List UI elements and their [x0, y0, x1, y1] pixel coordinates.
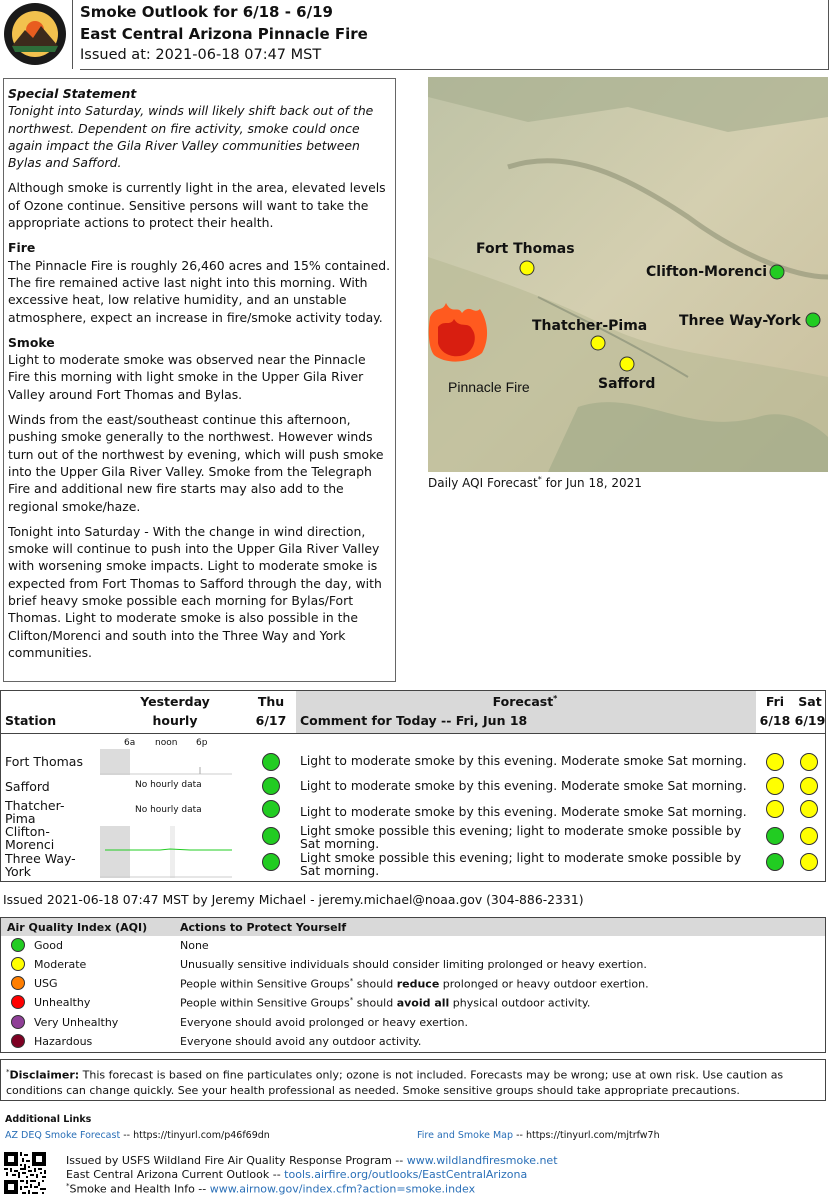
disclaimer-mark: *	[6, 1068, 10, 1076]
map-marker-three-way-york	[806, 313, 820, 327]
col-forecast-label: Forecast	[492, 694, 554, 710]
footer-link-outlook[interactable]: tools.airfire.org/outlooks/EastCentralArizona	[284, 1168, 528, 1181]
col-sat: Sat	[798, 694, 822, 709]
sparkline-fort-thomas	[100, 749, 232, 775]
map-label-three-way-york: Three Way-York	[679, 313, 801, 329]
sparkline-clifton-morenci	[100, 826, 232, 852]
aqi-dot-sat-2	[800, 777, 818, 795]
footer-line-2	[66, 1168, 527, 1181]
station-thatcher-pima-l2: Pima	[5, 811, 36, 826]
map-marker-fort-thomas	[520, 261, 534, 275]
issued-at: Issued at: 2021-06-18 07:47 MST	[80, 47, 322, 63]
aqi-dot-thu-1	[262, 753, 280, 771]
footer-line-2-prefix: East Central Arizona Current Outlook --	[66, 1168, 285, 1181]
comment-clifton-morenci-l2: Sat morning.	[300, 837, 380, 851]
axis-noon: noon	[155, 738, 178, 748]
additional-links-heading: Additional Links	[5, 1114, 92, 1125]
aqi-label-hazardous: Hazardous	[34, 1035, 93, 1048]
header	[80, 3, 820, 69]
footer-line-3	[66, 1182, 475, 1196]
axis-6a: 6a	[124, 738, 136, 748]
link-az-deq-url: -- https://tinyurl.com/p46f69dn	[120, 1130, 270, 1141]
disclaimer-text: This forecast is based on fine particulates only; ozone is not included. Forecasts may be wrong; use at own risk. Use caution as conditions can change quickly. See your health professional as needed. Smoke sensitive groups should take appropriate precautions.	[6, 1068, 784, 1097]
station-thatcher-pima-l1: Thatcher-	[5, 798, 65, 813]
aqi-action-unhealthy	[180, 996, 590, 1010]
footer-link-airnow[interactable]: www.airnow.gov/index.cfm?action=smoke.index	[209, 1182, 476, 1196]
special-statement-text: Tonight into Saturday, winds will likely shift back out of the northwest. Dependent on fire activity, smoke could once again impact the Gila River Valley communities between Bylas and Safford.	[8, 103, 374, 171]
program-logo	[3, 2, 67, 66]
map-caption-mark: *	[537, 475, 542, 484]
aqi-dot-thu-3	[262, 800, 280, 818]
map-label-thatcher-pima: Thatcher-Pima	[532, 318, 648, 334]
statement-box	[3, 78, 396, 682]
link-az-deq[interactable]	[5, 1130, 270, 1141]
map-marker-clifton-morenci	[770, 265, 784, 279]
aqi-action-usg-bold: reduce	[396, 977, 440, 991]
special-statement-heading: Special Statement	[8, 86, 137, 101]
axis-6p: 6p	[196, 738, 208, 748]
footer-line-3-prefix: Smoke and Health Info --	[69, 1182, 210, 1196]
station-clifton-morenci-l1: Clifton-	[5, 824, 50, 839]
aqi-dot-fri-3	[766, 800, 784, 818]
map-marker-thatcher-pima	[591, 336, 605, 350]
col-yesterday-hourly: hourly	[152, 713, 198, 728]
map-label-clifton-morenci: Clifton-Morenci	[646, 264, 768, 280]
station-clifton-morenci-l2: Morenci	[5, 837, 55, 852]
aqi-dot-fri-1	[766, 753, 784, 771]
disclaimer-label: Disclaimer:	[9, 1068, 80, 1082]
col-forecast-mark: *	[553, 694, 558, 703]
col-thu: Thu	[257, 694, 285, 709]
fire-heading: Fire	[8, 240, 36, 256]
aqi-label-very-unhealthy: Very Unhealthy	[34, 1016, 119, 1029]
link-fire-smoke-map-url: -- https://tinyurl.com/mjtrfw7h	[513, 1130, 660, 1141]
smoke-heading: Smoke	[8, 334, 55, 350]
aqi-action-hazardous: Everyone should avoid any outdoor activity.	[180, 1035, 422, 1048]
station-three-way-york-l2: York	[5, 864, 32, 879]
comment-safford: Light to moderate smoke by this evening. Moderate smoke Sat morning.	[300, 779, 747, 793]
smoke-text-2: Winds from the east/southeast continue this afternoon, pushing smoke generally to the northwest. However winds turn out of the northwest by evening, which will push smoke into the Upper Gila River Valley. Smoke from the Telegraph Fire and additional new fire starts may also add to the regional smoke/haze.	[8, 412, 384, 514]
map-marker-safford	[620, 357, 634, 371]
aqi-col-actions: Actions to Protect Yourself	[180, 921, 347, 934]
header-rule	[80, 69, 828, 70]
aqi-dot-very-unhealthy	[11, 1015, 25, 1029]
aqi-dot-thu-2	[262, 777, 280, 795]
fire-text: The Pinnacle Fire is roughly 26,460 acres and 15% contained. The fire remained active last night into this morning. With excessive heat, low relative humidity, and an unstable atmosphere, expect an increase in fire/smoke activity today.	[8, 257, 391, 325]
aqi-action-unhealthy-bold: avoid all	[396, 996, 450, 1010]
ozone-text: Although smoke is currently light in the area, elevated levels of Ozone continue. Sensitive persons will want to take the appropriate actions to protect their health.	[8, 180, 386, 231]
comment-fort-thomas: Light to moderate smoke by this evening. Moderate smoke Sat morning.	[300, 754, 747, 768]
map-label-pinnacle-fire: Pinnacle Fire	[448, 379, 530, 395]
link-az-deq-label[interactable]: AZ DEQ Smoke Forecast	[5, 1130, 121, 1141]
col-fri-date: 6/18	[759, 713, 791, 728]
aqi-label-unhealthy: Unhealthy	[34, 996, 91, 1009]
comment-three-way-york-l2: Sat morning.	[300, 864, 380, 878]
sparkline-three-way-york	[100, 852, 232, 878]
aqi-dot-sat-4	[800, 827, 818, 845]
header-right-border	[828, 0, 829, 70]
station-safford: Safford	[5, 779, 50, 794]
comment-thatcher-pima: Light to moderate smoke by this evening. Moderate smoke Sat morning.	[300, 805, 747, 819]
disclaimer	[0, 1059, 826, 1101]
map-label-fort-thomas: Fort Thomas	[476, 241, 575, 257]
aqi-dot-usg	[11, 976, 25, 990]
no-hourly-safford: No hourly data	[135, 780, 202, 790]
aqi-action-usg-mark: *	[349, 977, 354, 985]
map-caption-prefix: Daily AQI Forecast	[428, 476, 538, 490]
col-comment: Comment for Today -- Fri, Jun 18	[300, 713, 528, 728]
aqi-dot-fri-4	[766, 827, 784, 845]
header-divider	[72, 0, 73, 69]
map-caption	[428, 475, 642, 490]
aqi-col-index: Air Quality Index (AQI)	[7, 921, 148, 934]
map-caption-suffix: for Jun 18, 2021	[541, 476, 642, 490]
aqi-dot-moderate	[11, 957, 25, 971]
aqi-dot-fri-2	[766, 777, 784, 795]
table-header-rule	[1, 733, 825, 734]
no-hourly-thatcher-pima: No hourly data	[135, 805, 202, 815]
col-thu-date: 6/17	[255, 713, 287, 728]
aqi-dot-thu-5	[262, 853, 280, 871]
qr-code	[4, 1152, 46, 1194]
footer-link-wildlandfiresmoke[interactable]: www.wildlandfiresmoke.net	[406, 1154, 558, 1167]
aqi-dot-sat-3	[800, 800, 818, 818]
page-subtitle: East Central Arizona Pinnacle Fire	[80, 25, 368, 43]
fire-icon	[429, 303, 487, 362]
col-station: Station	[5, 713, 57, 728]
col-sat-date: 6/19	[794, 713, 826, 728]
aqi-dot-sat-5	[800, 853, 818, 871]
issued-by: Issued 2021-06-18 07:47 MST by Jeremy Michael - jeremy.michael@noaa.gov (304-886-2331)	[3, 892, 584, 907]
aqi-action-very-unhealthy: Everyone should avoid prolonged or heavy exertion.	[180, 1016, 469, 1029]
link-fire-smoke-map-label[interactable]: Fire and Smoke Map	[417, 1130, 514, 1141]
aqi-dot-fri-5	[766, 853, 784, 871]
aqi-label-moderate: Moderate	[34, 958, 87, 971]
aqi-label-usg: USG	[34, 977, 58, 990]
station-three-way-york-l1: Three Way-	[5, 851, 76, 866]
comment-clifton-morenci-l1: Light smoke possible this evening; light to moderate smoke possible by	[300, 824, 742, 838]
aqi-dot-hazardous	[11, 1034, 25, 1048]
col-fri: Fri	[765, 694, 785, 709]
footer-line-1	[66, 1154, 558, 1167]
aqi-action-good: None	[180, 939, 209, 952]
aqi-action-usg	[180, 977, 649, 991]
aqi-action-unhealthy-a1: People within Sensitive Groups	[180, 996, 350, 1010]
aqi-action-usg-a1: People within Sensitive Groups	[180, 977, 350, 991]
aqi-action-unhealthy-a2: should	[353, 996, 397, 1010]
aqi-map	[428, 77, 828, 472]
aqi-action-unhealthy-mark: *	[349, 996, 354, 1004]
station-fort-thomas: Fort Thomas	[5, 754, 83, 769]
smoke-text-1: Light to moderate smoke was observed near the Pinnacle Fire this morning with light smoke in the Upper Gila River Valley around Fort Thomas and Bylas.	[8, 352, 366, 402]
aqi-dot-sat-1	[800, 753, 818, 771]
aqi-action-unhealthy-a3: physical outdoor activity.	[449, 996, 591, 1010]
col-forecast	[300, 694, 750, 709]
link-fire-smoke-map[interactable]	[417, 1130, 660, 1141]
footer-line-3-mark: *	[66, 1182, 70, 1190]
aqi-action-usg-a3: prolonged or heavy outdoor exertion.	[439, 977, 649, 991]
page-title: Smoke Outlook for 6/18 - 6/19	[80, 3, 333, 21]
aqi-dot-unhealthy	[11, 995, 25, 1009]
aqi-action-moderate: Unusually sensitive individuals should consider limiting prolonged or heavy exertion.	[180, 958, 647, 971]
aqi-label-good: Good	[34, 939, 63, 952]
comment-three-way-york-l1: Light smoke possible this evening; light to moderate smoke possible by	[300, 851, 742, 865]
aqi-action-usg-a2: should	[353, 977, 397, 991]
map-label-safford: Safford	[598, 376, 656, 392]
aqi-dot-thu-4	[262, 827, 280, 845]
col-yesterday: Yesterday	[140, 694, 210, 709]
smoke-text-3: Tonight into Saturday - With the change in wind direction, smoke will continue to push into the Upper Gila River Valley with worsening smoke impacts. Light to moderate smoke is expected from Fort Thomas to Safford through the day, with brief heavy smoke possible each morning for Bylas/Fort Thomas. Light to moderate smoke is also possible in the Clifton/Morenci and south into the Three Way and York communities.	[8, 523, 382, 660]
aqi-dot-good	[11, 938, 25, 952]
footer-line-1-prefix: Issued by USFS Wildland Fire Air Quality Response Program --	[66, 1154, 407, 1167]
